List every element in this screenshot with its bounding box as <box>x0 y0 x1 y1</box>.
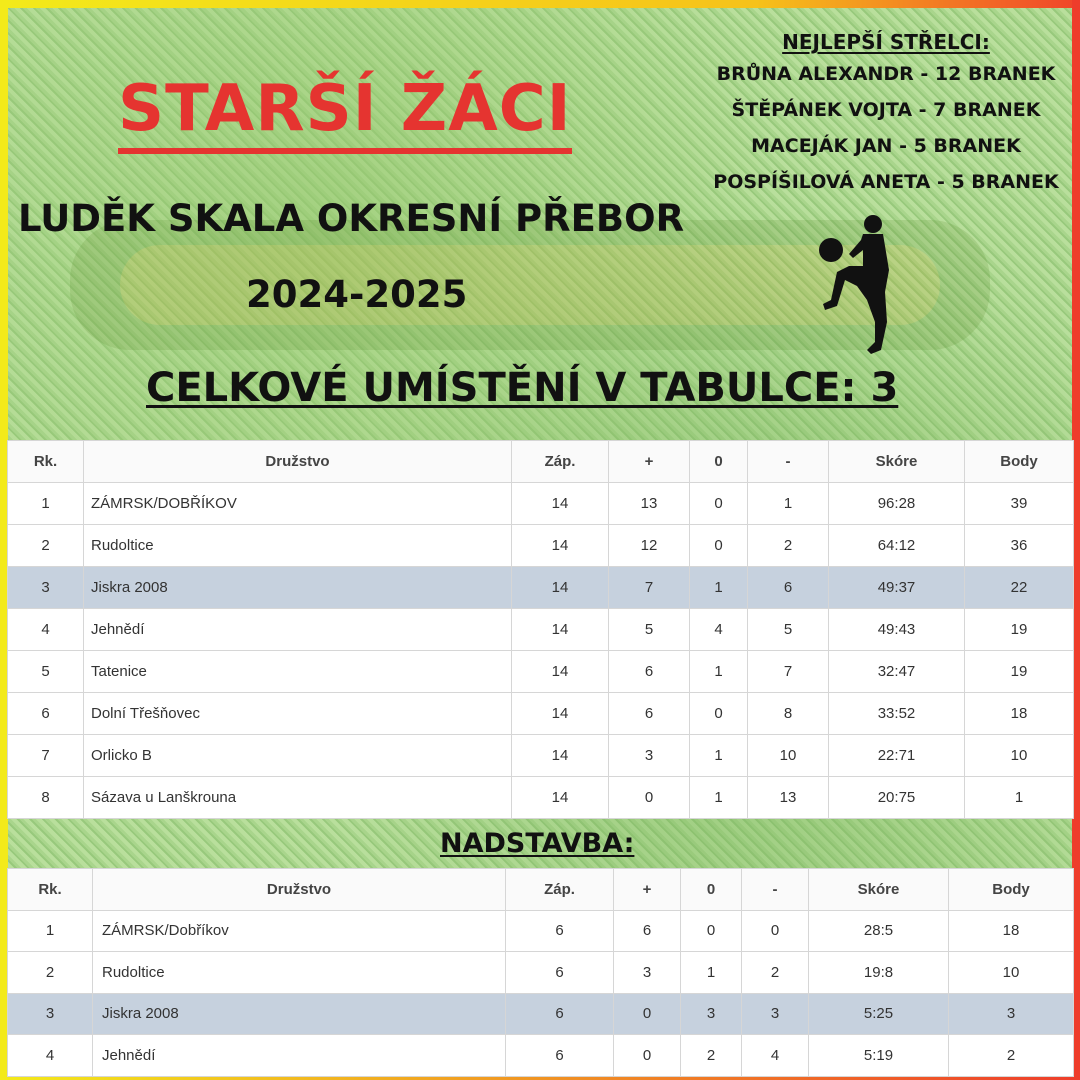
played: 14 <box>512 693 609 735</box>
col-rank: Rk. <box>8 869 93 911</box>
table-row <box>8 609 1074 651</box>
score: 19:8 <box>809 952 949 994</box>
rank: 3 <box>8 993 93 1035</box>
nadstavba-heading: NADSTAVBA: <box>440 828 635 859</box>
col-score: Skóre <box>809 869 949 911</box>
score: 28:5 <box>809 910 949 952</box>
points: 1 <box>965 777 1074 819</box>
wins: 6 <box>614 910 681 952</box>
draws: 3 <box>681 993 742 1035</box>
team: Jiskra 2008 <box>84 567 512 609</box>
played: 14 <box>512 609 609 651</box>
page-title: STARŠÍ ŽÁCI <box>118 72 572 154</box>
played: 6 <box>506 1035 614 1077</box>
losses: 7 <box>748 651 829 693</box>
col-score: Skóre <box>829 441 965 483</box>
scorer-item: MACEJÁK JAN - 5 BRANEK <box>751 135 1021 157</box>
table-header-row <box>8 441 1074 483</box>
draws: 1 <box>681 952 742 994</box>
wins: 12 <box>609 525 690 567</box>
points: 3 <box>949 993 1074 1035</box>
footballer-silhouette-icon <box>815 210 895 360</box>
played: 14 <box>512 777 609 819</box>
season: 2024-2025 <box>246 273 468 316</box>
scorer-item: ŠTĚPÁNEK VOJTA - 7 BRANEK <box>731 99 1041 121</box>
col-losses: - <box>742 869 809 911</box>
table-row-highlighted <box>8 993 1074 1035</box>
team: Rudoltice <box>93 952 506 994</box>
played: 14 <box>512 735 609 777</box>
table-row <box>8 952 1074 994</box>
col-team: Družstvo <box>84 441 512 483</box>
played: 14 <box>512 651 609 693</box>
played: 6 <box>506 952 614 994</box>
team: Dolní Třešňovec <box>84 693 512 735</box>
team: Orlicko B <box>84 735 512 777</box>
wins: 3 <box>614 952 681 994</box>
score: 33:52 <box>829 693 965 735</box>
points: 10 <box>949 952 1074 994</box>
col-points: Body <box>965 441 1074 483</box>
draws: 1 <box>690 735 748 777</box>
standings-table <box>7 440 1074 819</box>
losses: 13 <box>748 777 829 819</box>
score: 5:25 <box>809 993 949 1035</box>
rank: 3 <box>8 567 84 609</box>
score: 49:37 <box>829 567 965 609</box>
wins: 0 <box>609 777 690 819</box>
draws: 0 <box>690 525 748 567</box>
played: 14 <box>512 567 609 609</box>
losses: 1 <box>748 483 829 525</box>
points: 36 <box>965 525 1074 567</box>
wins: 0 <box>614 993 681 1035</box>
table-row <box>8 483 1074 525</box>
table-header-row <box>8 869 1074 911</box>
league-name: LUDĚK SKALA OKRESNÍ PŘEBOR <box>18 197 685 240</box>
table-row <box>8 777 1074 819</box>
score: 96:28 <box>829 483 965 525</box>
col-rank: Rk. <box>8 441 84 483</box>
draws: 4 <box>690 609 748 651</box>
team: Jehnědí <box>93 1035 506 1077</box>
table-row <box>8 735 1074 777</box>
points: 18 <box>949 910 1074 952</box>
col-losses: - <box>748 441 829 483</box>
table-row <box>8 651 1074 693</box>
col-wins: + <box>614 869 681 911</box>
wins: 6 <box>609 693 690 735</box>
table-row <box>8 1035 1074 1077</box>
score: 49:43 <box>829 609 965 651</box>
draws: 1 <box>690 567 748 609</box>
team: Rudoltice <box>84 525 512 567</box>
played: 14 <box>512 525 609 567</box>
score: 22:71 <box>829 735 965 777</box>
wins: 6 <box>609 651 690 693</box>
rank: 4 <box>8 1035 93 1077</box>
col-played: Záp. <box>512 441 609 483</box>
wins: 7 <box>609 567 690 609</box>
table-row <box>8 693 1074 735</box>
wins: 3 <box>609 735 690 777</box>
team: Jehnědí <box>84 609 512 651</box>
points: 19 <box>965 609 1074 651</box>
overall-placement: CELKOVÉ UMÍSTĚNÍ V TABULCE: 3 <box>146 365 899 411</box>
col-wins: + <box>609 441 690 483</box>
rank: 1 <box>8 910 93 952</box>
team: Jiskra 2008 <box>93 993 506 1035</box>
scorer-item: BRŮNA ALEXANDR - 12 BRANEK <box>716 63 1056 85</box>
top-scorers <box>706 28 1066 200</box>
losses: 0 <box>742 910 809 952</box>
team: ZÁMRSK/DOBŘÍKOV <box>84 483 512 525</box>
rank: 2 <box>8 525 84 567</box>
rank: 6 <box>8 693 84 735</box>
draws: 1 <box>690 777 748 819</box>
points: 2 <box>949 1035 1074 1077</box>
points: 19 <box>965 651 1074 693</box>
rank: 7 <box>8 735 84 777</box>
draws: 1 <box>690 651 748 693</box>
rank: 4 <box>8 609 84 651</box>
team: Tatenice <box>84 651 512 693</box>
losses: 10 <box>748 735 829 777</box>
top-scorers-title: NEJLEPŠÍ STŘELCI: <box>782 30 990 54</box>
team: Sázava u Lanškrouna <box>84 777 512 819</box>
team: ZÁMRSK/Dobříkov <box>93 910 506 952</box>
draws: 2 <box>681 1035 742 1077</box>
losses: 4 <box>742 1035 809 1077</box>
wins: 0 <box>614 1035 681 1077</box>
losses: 8 <box>748 693 829 735</box>
draws: 0 <box>681 910 742 952</box>
draws: 0 <box>690 693 748 735</box>
table-row <box>8 525 1074 567</box>
score: 64:12 <box>829 525 965 567</box>
wins: 13 <box>609 483 690 525</box>
losses: 6 <box>748 567 829 609</box>
rank: 2 <box>8 952 93 994</box>
nadstavba-table <box>7 868 1074 1077</box>
draws: 0 <box>690 483 748 525</box>
score: 20:75 <box>829 777 965 819</box>
col-draws: 0 <box>681 869 742 911</box>
points: 18 <box>965 693 1074 735</box>
col-team: Družstvo <box>93 869 506 911</box>
played: 14 <box>512 483 609 525</box>
col-points: Body <box>949 869 1074 911</box>
score: 5:19 <box>809 1035 949 1077</box>
points: 39 <box>965 483 1074 525</box>
col-draws: 0 <box>690 441 748 483</box>
points: 22 <box>965 567 1074 609</box>
frame-top <box>0 0 1080 8</box>
table-row-highlighted <box>8 567 1074 609</box>
losses: 2 <box>748 525 829 567</box>
scorer-item: POSPÍŠILOVÁ ANETA - 5 BRANEK <box>713 171 1059 193</box>
points: 10 <box>965 735 1074 777</box>
losses: 5 <box>748 609 829 651</box>
losses: 2 <box>742 952 809 994</box>
score: 32:47 <box>829 651 965 693</box>
rank: 5 <box>8 651 84 693</box>
table-row <box>8 910 1074 952</box>
rank: 1 <box>8 483 84 525</box>
played: 6 <box>506 910 614 952</box>
wins: 5 <box>609 609 690 651</box>
played: 6 <box>506 993 614 1035</box>
losses: 3 <box>742 993 809 1035</box>
rank: 8 <box>8 777 84 819</box>
col-played: Záp. <box>506 869 614 911</box>
